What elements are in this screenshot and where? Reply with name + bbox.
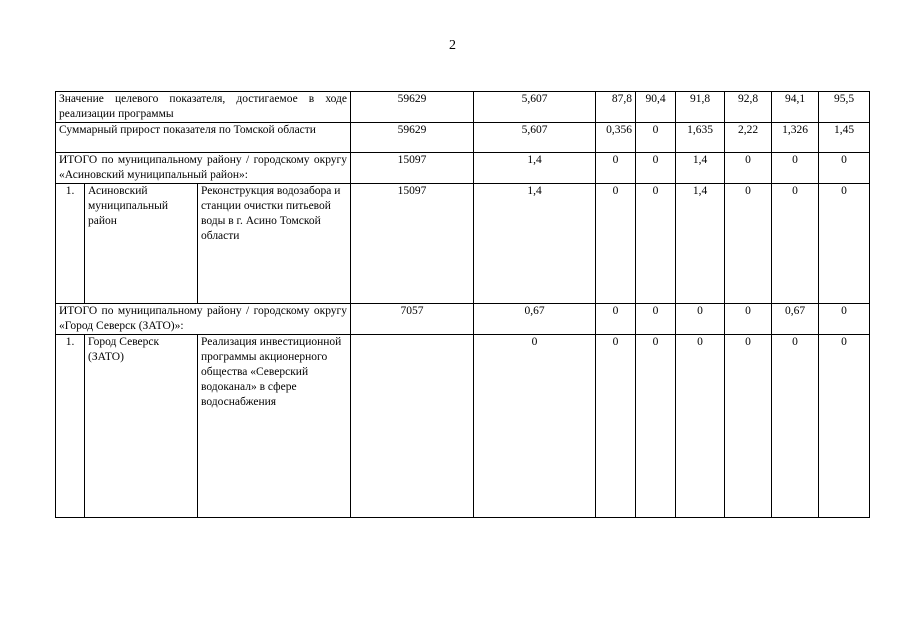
year-cell: 0,356 [596, 123, 636, 153]
year-cell: 0 [676, 304, 725, 335]
year-cell: 0 [636, 123, 676, 153]
total-cell [351, 335, 474, 518]
year-cell: 91,8 [676, 92, 725, 123]
year-cell: 1,326 [772, 123, 819, 153]
value-cell: 5,607 [474, 92, 596, 123]
table-row [56, 123, 870, 153]
value-cell: 0 [474, 335, 596, 518]
table-row [56, 184, 870, 304]
year-cell: 92,8 [725, 92, 772, 123]
year-cell: 0 [819, 304, 870, 335]
year-cell: 0 [772, 153, 819, 184]
year-cell: 0 [819, 335, 870, 518]
project-cell: Реализация инвестиционной программы акционерного общества «Северский водоканал» в сфере водоснабжения [198, 335, 351, 518]
year-cell: 0 [596, 184, 636, 304]
year-cell: 0 [725, 153, 772, 184]
year-cell: 0 [676, 335, 725, 518]
year-cell: 0 [636, 184, 676, 304]
row-label: ИТОГО по муниципальному району / городскому округу «Город Северск (ЗАТО)»: [56, 304, 351, 335]
indicator-table [55, 91, 870, 518]
year-cell: 0 [636, 153, 676, 184]
year-cell: 0 [725, 335, 772, 518]
total-cell: 7057 [351, 304, 474, 335]
value-cell: 1,4 [474, 153, 596, 184]
year-cell: 87,8 [596, 92, 636, 123]
year-cell: 0 [772, 335, 819, 518]
row-index: 1. [56, 184, 85, 304]
municipality-cell: Асиновский муниципальный район [85, 184, 198, 304]
year-cell: 95,5 [819, 92, 870, 123]
year-cell: 0 [725, 184, 772, 304]
total-cell: 59629 [351, 92, 474, 123]
total-cell: 59629 [351, 123, 474, 153]
total-cell: 15097 [351, 184, 474, 304]
year-cell: 0 [596, 153, 636, 184]
year-cell: 1,635 [676, 123, 725, 153]
municipality-cell: Город Северск (ЗАТО) [85, 335, 198, 518]
value-cell: 1,4 [474, 184, 596, 304]
year-cell: 0 [819, 184, 870, 304]
year-cell: 2,22 [725, 123, 772, 153]
year-cell: 0 [772, 184, 819, 304]
value-cell: 5,607 [474, 123, 596, 153]
row-label: ИТОГО по муниципальному району / городскому округу «Асиновский муниципальный район»: [56, 153, 351, 184]
table-row [56, 153, 870, 184]
total-cell: 15097 [351, 153, 474, 184]
page-number: 2 [449, 38, 456, 53]
row-label: Суммарный прирост показателя по Томской области [56, 123, 351, 153]
year-cell: 0 [636, 335, 676, 518]
year-cell: 0 [596, 304, 636, 335]
year-cell: 1,4 [676, 153, 725, 184]
year-cell: 0,67 [772, 304, 819, 335]
table-row [56, 335, 870, 518]
table-row [56, 304, 870, 335]
year-cell: 0 [636, 304, 676, 335]
table-row [56, 92, 870, 123]
year-cell: 0 [725, 304, 772, 335]
year-cell: 90,4 [636, 92, 676, 123]
value-cell: 0,67 [474, 304, 596, 335]
row-index: 1. [56, 335, 85, 518]
row-label: Значение целевого показателя, достигаемое в ходе реализации программы [56, 92, 351, 123]
year-cell: 94,1 [772, 92, 819, 123]
project-cell: Реконструкция водозабора и станции очистки питьевой воды в г. Асино Томской области [198, 184, 351, 304]
year-cell: 1,4 [676, 184, 725, 304]
year-cell: 1,45 [819, 123, 870, 153]
year-cell: 0 [596, 335, 636, 518]
year-cell: 0 [819, 153, 870, 184]
